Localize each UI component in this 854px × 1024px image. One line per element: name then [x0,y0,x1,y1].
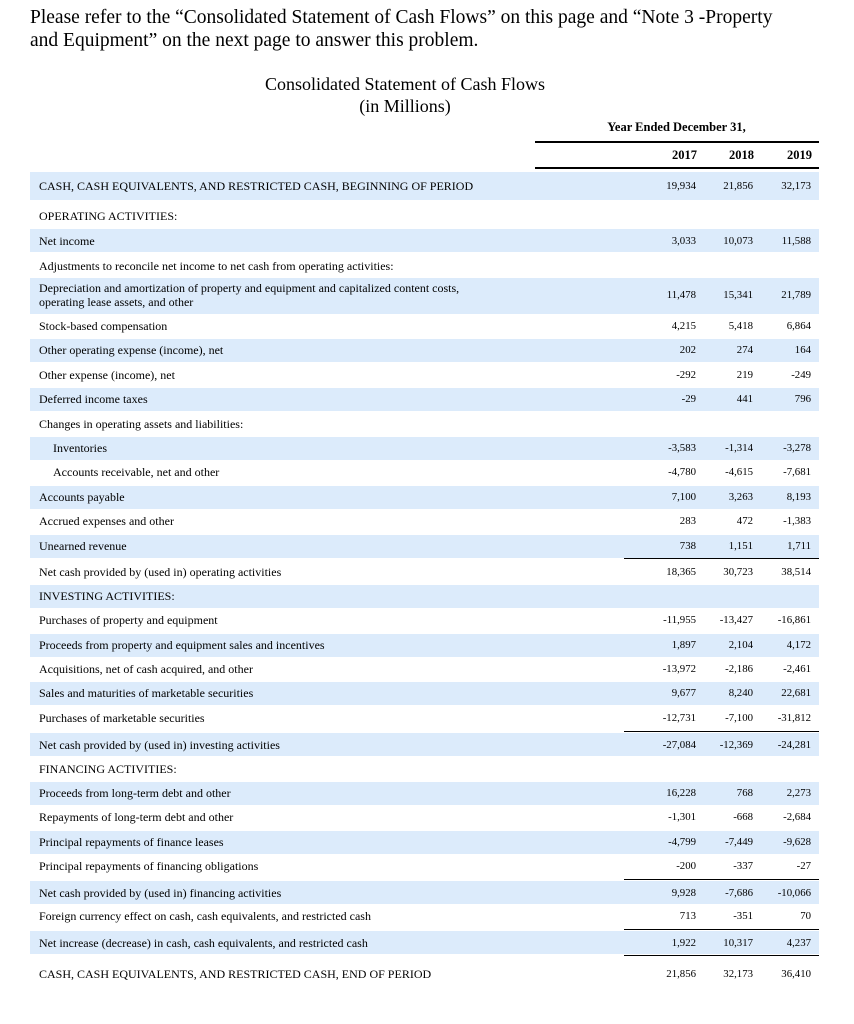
row-label: Accounts receivable, net and other [53,465,220,479]
table-row [30,682,819,705]
row-value-2017: 9,677 [671,687,696,699]
statement-title: Consolidated Statement of Cash Flows [265,74,545,94]
row-value-2017: 11,478 [666,289,696,301]
row-label: Accrued expenses and other [39,514,174,528]
row-label: Principal repayments of financing obligations [39,859,259,873]
row-value-2017: 19,934 [666,180,696,192]
row-label: Repayments of long-term debt and other [39,810,234,824]
row-value-2019: -7,681 [783,466,811,478]
row-value-2019: -10,066 [777,887,811,899]
row-value-2018: -1,314 [725,442,753,454]
row-value-2017: 3,033 [671,235,696,247]
table-row [30,707,819,730]
row-label: Inventories [53,441,107,455]
row-label: CASH, CASH EQUIVALENTS, AND RESTRICTED CASH, END OF PERIOD [39,967,432,981]
table-row [30,461,819,484]
row-value-2018: 8,240 [728,687,753,699]
table-row [30,486,819,509]
table-row [30,339,819,362]
row-label: Proceeds from property and equipment sales and incentives [39,638,325,652]
row-value-2018: -668 [733,811,753,823]
period-header: Year Ended December 31, [607,120,746,134]
row-value-2019: 21,789 [781,289,811,301]
header-rule-top [535,141,819,143]
instructions-line-1: Please refer to the “Consolidated Statement of Cash Flows” on this page and “Note 3 -Property [30,7,773,28]
row-label: Purchases of marketable securities [39,711,205,725]
row-value-2019: 2,273 [786,787,811,799]
row-value-2018: 768 [736,787,753,799]
row-value-2017: -11,955 [663,614,696,626]
row-value-2017: -27,084 [662,739,696,751]
row-label: Adjustments to reconcile net income to net cash from operating activities: [39,259,394,273]
row-label: Sales and maturities of marketable securities [39,686,254,700]
statement-subtitle: (in Millions) [359,96,451,116]
row-value-2019: 6,864 [786,320,811,332]
row-value-2019: -1,383 [783,515,811,527]
row-value-2018: -351 [733,910,753,922]
row-value-2017: 4,215 [671,320,696,332]
row-value-2019: 22,681 [781,687,811,699]
row-label: Accounts payable [39,490,125,504]
year-header-2018: 2018 [729,148,754,162]
row-value-2018: 10,073 [723,235,753,247]
table-row [30,229,819,252]
row-label: Proceeds from long-term debt and other [39,786,231,800]
row-value-2019: 8,193 [786,491,811,503]
row-value-2019: -24,281 [777,739,811,751]
row-value-2019: -9,628 [783,836,811,848]
row-value-2017: -4,799 [668,836,696,848]
row-value-2018: -7,449 [725,836,753,848]
row-value-2017: 713 [679,910,696,922]
row-value-2019: -249 [791,369,811,381]
total-rule [624,955,819,956]
row-label: Net cash provided by (used in) investing activities [39,738,280,752]
table-row [30,905,819,928]
row-value-2018: 32,173 [723,968,753,980]
header-rule-bottom [535,167,819,169]
row-value-2017: -13,972 [662,663,696,675]
row-value-2018: -12,369 [719,739,753,751]
row-value-2019: 1,711 [787,540,811,552]
row-value-2018: 30,723 [723,566,753,578]
row-label: Net income [39,234,95,248]
row-label: Net cash provided by (used in) financing activities [39,886,282,900]
table-row [30,634,819,657]
row-label: Principal repayments of finance leases [39,835,224,849]
table-row [30,585,819,608]
table-row [30,388,819,411]
row-value-2019: -31,812 [777,712,811,724]
section-heading-operating: OPERATING ACTIVITIES: [39,209,178,223]
table-row [30,733,819,756]
row-label: Purchases of property and equipment [39,613,218,627]
row-label: Other operating expense (income), net [39,343,224,357]
row-value-2018: 10,317 [723,937,753,949]
table-row [30,315,819,338]
row-value-2018: 15,341 [723,289,753,301]
table-row [30,437,819,460]
row-label: Foreign currency effect on cash, cash equivalents, and restricted cash [39,909,371,923]
row-label: Net cash provided by (used in) operating activities [39,565,282,579]
table-row [30,881,819,904]
row-value-2017: -3,583 [668,442,696,454]
row-value-2017: 283 [679,515,696,527]
row-label: Other expense (income), net [39,368,175,382]
row-value-2018: -7,686 [725,887,753,899]
table-row [30,510,819,533]
row-label-line-2: operating lease assets, and other [39,295,194,309]
row-value-2018: 2,104 [728,639,753,651]
row-value-2019: -3,278 [783,442,811,454]
row-value-2018: -2,186 [725,663,753,675]
row-label: Deferred income taxes [39,392,148,406]
table-row [30,782,819,805]
row-value-2017: 18,365 [666,566,696,578]
row-value-2017: -12,731 [662,712,696,724]
row-value-2019: 36,410 [781,968,811,980]
row-label-line-1: Depreciation and amortization of property and equipment and capitalized content costs, [39,281,460,295]
row-value-2017: 202 [679,344,696,356]
instructions-line-2: and Equipment” on the next page to answer this problem. [30,30,479,51]
table-row [30,806,819,829]
table-row [30,204,819,227]
row-value-2017: 7,100 [671,491,696,503]
table-row [30,413,819,436]
table-row [30,560,819,583]
row-value-2018: -13,427 [719,614,753,626]
row-value-2017: 738 [679,540,696,552]
table-row [30,172,819,200]
row-label: Stock-based compensation [39,319,168,333]
table-row [30,831,819,854]
row-value-2018: -337 [733,860,753,872]
subtotal-rule-investing [624,731,819,732]
row-value-2019: 32,173 [781,180,811,192]
row-label: Acquisitions, net of cash acquired, and other [39,662,253,676]
row-value-2018: -7,100 [725,712,753,724]
table-row [30,855,819,878]
row-value-2019: 796 [794,393,811,405]
table-row [30,254,819,277]
table-row [30,658,819,681]
row-value-2019: 164 [794,344,811,356]
row-value-2019: 70 [800,910,811,922]
subtotal-rule-net-change [624,929,819,930]
row-value-2017: 16,228 [666,787,696,799]
row-value-2017: 1,922 [671,937,696,949]
row-value-2019: -16,861 [777,614,811,626]
row-value-2017: -200 [676,860,696,872]
section-heading-financing: FINANCING ACTIVITIES: [39,762,177,776]
row-value-2019: 4,172 [786,639,811,651]
section-heading-investing: INVESTING ACTIVITIES: [39,589,175,603]
row-value-2018: 5,418 [728,320,753,332]
table-row [30,960,819,986]
row-label: Net increase (decrease) in cash, cash equivalents, and restricted cash [39,936,368,950]
row-label: CASH, CASH EQUIVALENTS, AND RESTRICTED CASH, BEGINNING OF PERIOD [39,179,474,193]
instructions [30,6,830,52]
row-label: Unearned revenue [39,539,127,553]
row-value-2018: 3,263 [728,491,753,503]
row-value-2019: -27 [796,860,811,872]
row-value-2017: -4,780 [668,466,696,478]
row-value-2017: 21,856 [666,968,696,980]
table-row [30,931,819,954]
table-row [30,609,819,632]
row-value-2018: 274 [736,344,753,356]
row-value-2017: 1,897 [671,639,696,651]
subtotal-rule-operating [624,558,819,559]
row-value-2018: 21,856 [723,180,753,192]
row-value-2017: -29 [681,393,696,405]
table-row [30,278,819,314]
subtotal-rule-financing [624,879,819,880]
table-row [30,758,819,781]
row-value-2018: -4,615 [725,466,753,478]
row-label: Changes in operating assets and liabilities: [39,417,244,431]
row-value-2017: -1,301 [668,811,696,823]
row-value-2019: 38,514 [781,566,811,578]
row-value-2019: 11,588 [781,235,811,247]
row-value-2017: 9,928 [671,887,696,899]
row-value-2019: -2,684 [783,811,811,823]
row-label [39,281,459,309]
table-row [30,535,819,558]
table-row [30,364,819,387]
row-value-2019: -2,461 [783,663,811,675]
row-value-2018: 472 [736,515,753,527]
row-value-2017: -292 [676,369,696,381]
year-header-2019: 2019 [787,148,812,162]
row-value-2019: 4,237 [786,937,811,949]
row-value-2018: 219 [736,369,753,381]
year-header-2017: 2017 [672,148,697,162]
row-value-2018: 441 [736,393,753,405]
row-value-2018: 1,151 [728,540,753,552]
